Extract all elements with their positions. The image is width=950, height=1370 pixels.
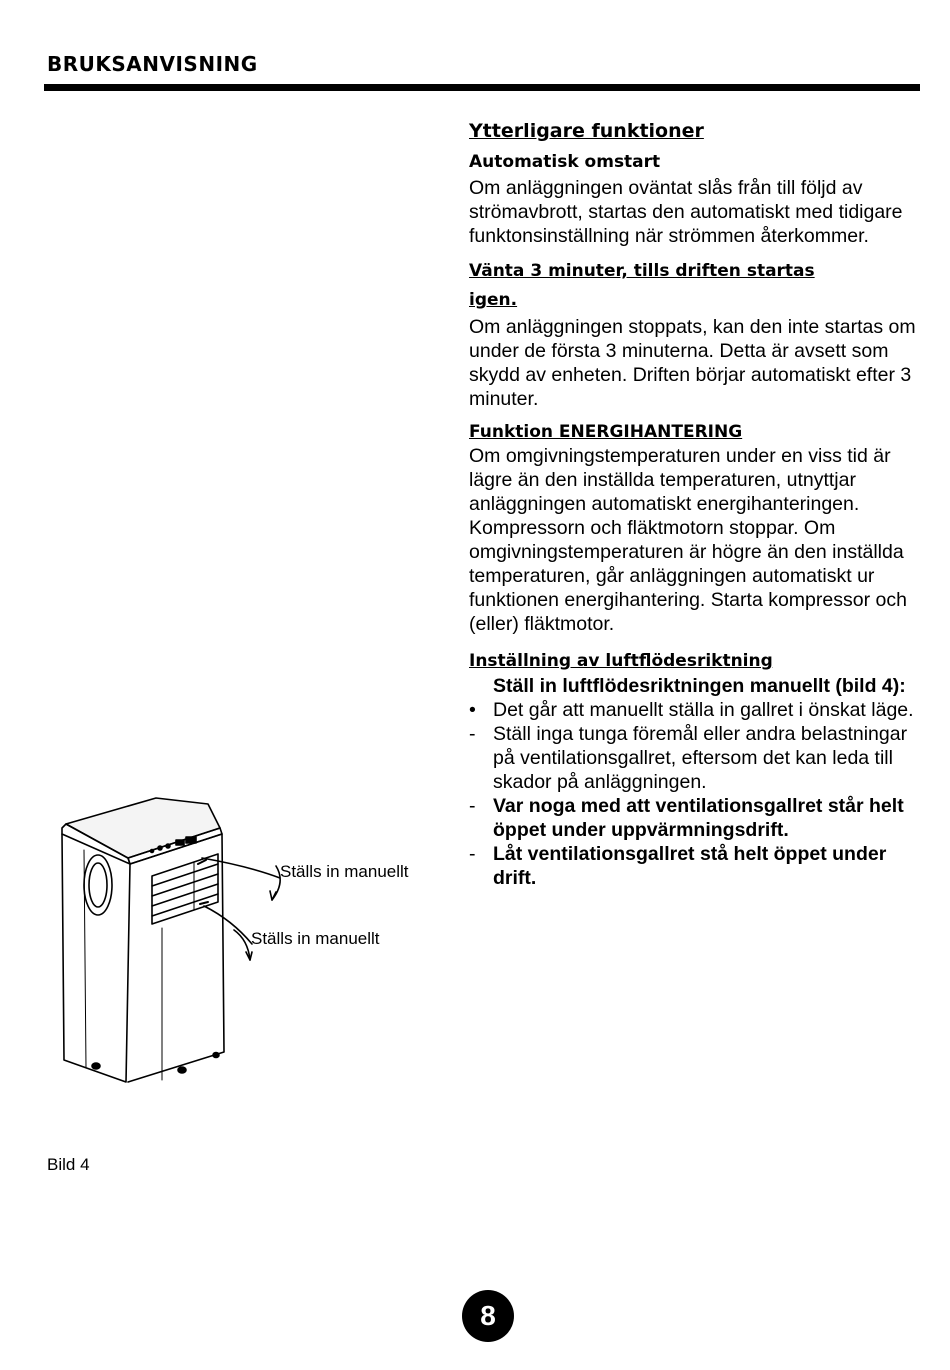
dash-marker: -: [469, 843, 476, 865]
energy-heading: Funktion ENERGIHANTERING: [469, 422, 743, 442]
list-item: [469, 698, 919, 722]
dash-marker: -: [469, 795, 476, 817]
dash-marker: -: [469, 723, 476, 745]
bullet-marker: •: [469, 699, 476, 721]
section-title: Ytterligare funktioner: [469, 120, 704, 142]
figure-label-top: Ställs in manuellt: [280, 862, 409, 881]
airflow-heading: Inställning av luftflödesriktning: [469, 651, 773, 671]
airflow-subheading: Ställ in luftflödesriktningen manuellt (bild 4):: [493, 675, 906, 697]
auto-restart-heading: Automatisk omstart: [469, 152, 661, 172]
list-item: [469, 794, 919, 842]
list-item-text: Låt ventilationsgallret stå helt öppet under drift.: [493, 843, 887, 889]
wait-heading-line1: Vänta 3 minuter, tills driften startas: [469, 261, 815, 281]
list-item: [469, 722, 919, 794]
main-text-column: [469, 118, 919, 890]
page-number: 8: [462, 1290, 514, 1342]
list-item-text: Det går att manuellt ställa in gallret i önskat läge.: [493, 699, 914, 721]
figure-label-bottom: Ställs in manuellt: [251, 929, 380, 948]
header-rule: [44, 84, 920, 91]
list-item: [469, 842, 919, 890]
wait-text: Om anläggningen stoppats, kan den inte startas om under de första 3 minuterna. Detta är avsett som skydd av enheten. Driften börjar automatiskt efter 3 minuter.: [469, 316, 916, 410]
figure-caption: Bild 4: [47, 1155, 90, 1174]
air-conditioner-figure: [48, 790, 478, 1090]
document-header-title: BRUKSANVISNING: [47, 52, 258, 76]
wait-heading-line2: igen.: [469, 290, 518, 310]
list-item-text: Var noga med att ventilationsgallret står helt öppet under uppvärmningsdrift.: [493, 795, 904, 841]
auto-restart-text: Om anläggningen oväntat slås från till följd av strömavbrott, startas den automatiskt med tidigare funktonsinställning när strömmen återkommer.: [469, 177, 903, 247]
list-item-text: Ställ inga tunga föremål eller andra belastningar på ventilationsgallret, eftersom det kan leda till skador på anläggningen.: [493, 723, 908, 793]
energy-text: Om omgivningstemperaturen under en viss tid är lägre än den inställda temperaturen, utnyttjar anläggningen automatiskt energihanteringen. Kompressorn och fläktmotorn stoppar. Om omgivningstemperaturen är högre än den inställda temperaturen, går anläggningen automatiskt ur funktionen energihantering. Starta kompressor och (eller) fläktmotor.: [469, 445, 907, 635]
